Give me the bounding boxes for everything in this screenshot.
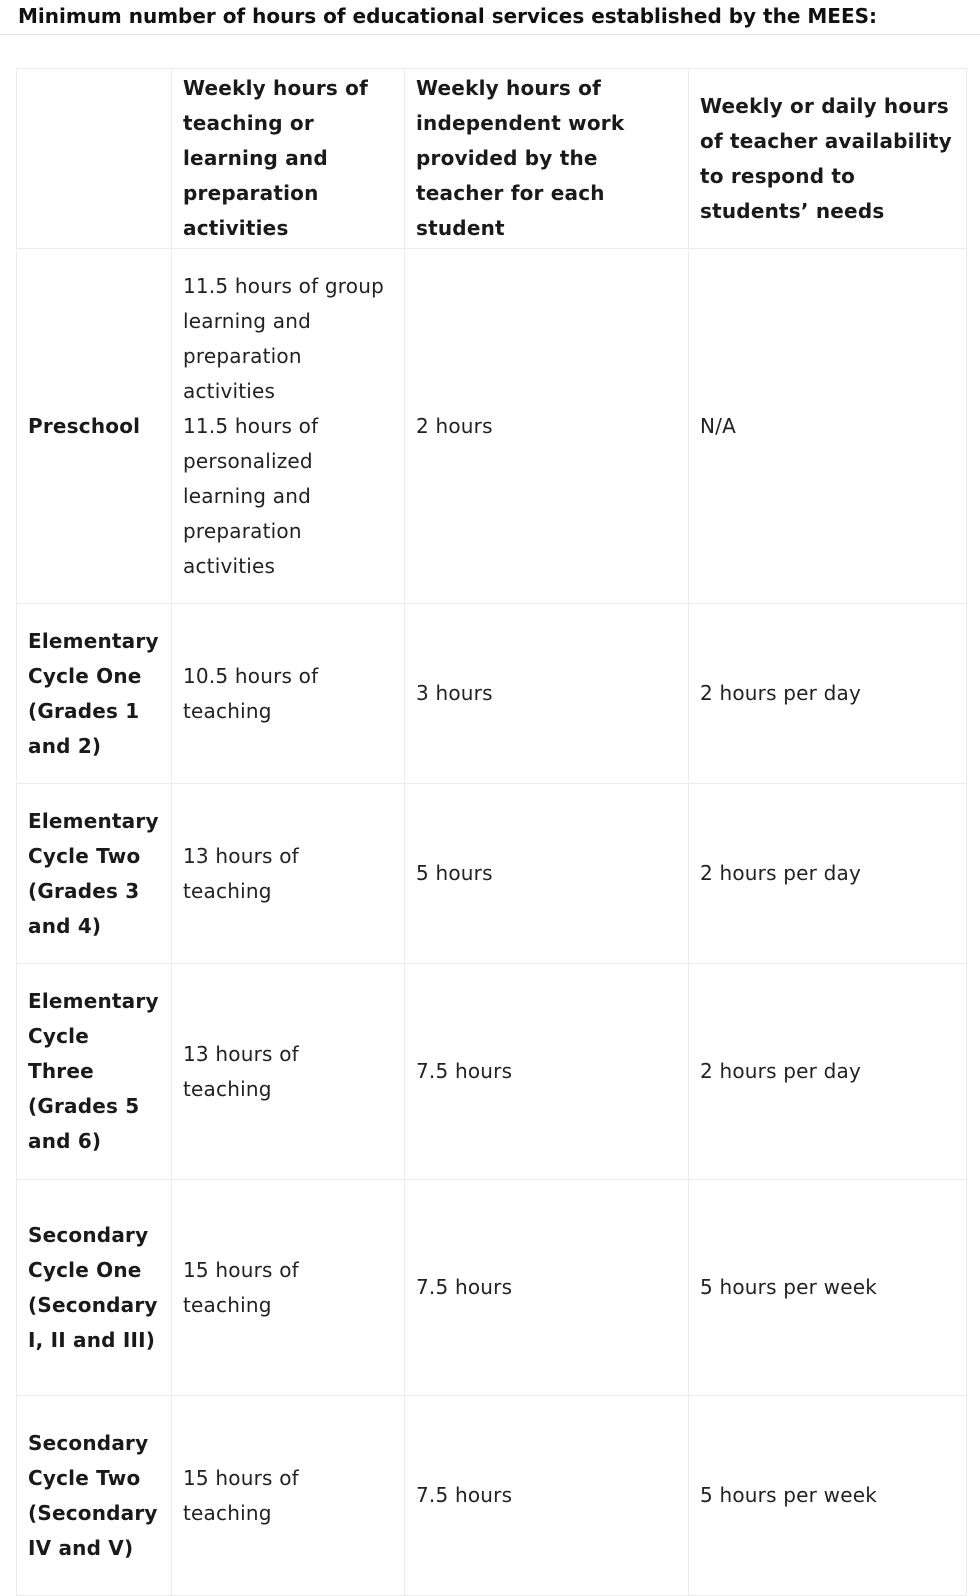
availability-cell: 2 hours per day bbox=[689, 784, 967, 964]
level-cell: Secondary Cycle One (Secondary I, II and III) bbox=[17, 1180, 172, 1396]
table-row bbox=[17, 1396, 967, 1596]
level-cell: Elementary Cycle Two (Grades 3 and 4) bbox=[17, 784, 172, 964]
availability-cell: N/A bbox=[689, 249, 967, 604]
title-divider bbox=[0, 34, 980, 35]
table-row bbox=[17, 784, 967, 964]
level-cell: Secondary Cycle Two (Secondary IV and V) bbox=[17, 1396, 172, 1596]
table-row bbox=[17, 964, 967, 1180]
table-row bbox=[17, 604, 967, 784]
independent-cell: 2 hours bbox=[405, 249, 689, 604]
header-availability: Weekly or daily hours of teacher availability to respond to students’ needs bbox=[689, 69, 967, 249]
independent-cell: 7.5 hours bbox=[405, 964, 689, 1180]
availability-cell: 5 hours per week bbox=[689, 1180, 967, 1396]
table-header-row bbox=[17, 69, 967, 249]
header-independent-work: Weekly hours of independent work provided by the teacher for each student bbox=[405, 69, 689, 249]
hours-table bbox=[16, 68, 967, 1596]
header-level bbox=[17, 69, 172, 249]
independent-cell: 7.5 hours bbox=[405, 1396, 689, 1596]
page-title: Minimum number of hours of educational services established by the MEES: bbox=[18, 4, 878, 28]
availability-cell: 5 hours per week bbox=[689, 1396, 967, 1596]
teaching-personalized-text: 11.5 hours of personalized learning and preparation activities bbox=[183, 413, 319, 578]
level-cell: Preschool bbox=[17, 249, 172, 604]
level-cell: Elementary Cycle Three (Grades 5 and 6) bbox=[17, 964, 172, 1180]
teaching-cell: 13 hours of teaching bbox=[172, 964, 405, 1180]
teaching-cell bbox=[172, 249, 405, 604]
table-row bbox=[17, 249, 967, 604]
independent-cell: 7.5 hours bbox=[405, 1180, 689, 1396]
teaching-cell: 13 hours of teaching bbox=[172, 784, 405, 964]
teaching-cell: 15 hours of teaching bbox=[172, 1180, 405, 1396]
availability-cell: 2 hours per day bbox=[689, 964, 967, 1180]
teaching-group-text: 11.5 hours of group learning and preparation activities bbox=[183, 273, 384, 403]
independent-cell: 5 hours bbox=[405, 784, 689, 964]
table-row bbox=[17, 1180, 967, 1396]
independent-cell: 3 hours bbox=[405, 604, 689, 784]
header-teaching: Weekly hours of teaching or learning and preparation activities bbox=[172, 69, 405, 249]
teaching-cell: 15 hours of teaching bbox=[172, 1396, 405, 1596]
level-cell: Elementary Cycle One (Grades 1 and 2) bbox=[17, 604, 172, 784]
teaching-cell: 10.5 hours of teaching bbox=[172, 604, 405, 784]
availability-cell: 2 hours per day bbox=[689, 604, 967, 784]
